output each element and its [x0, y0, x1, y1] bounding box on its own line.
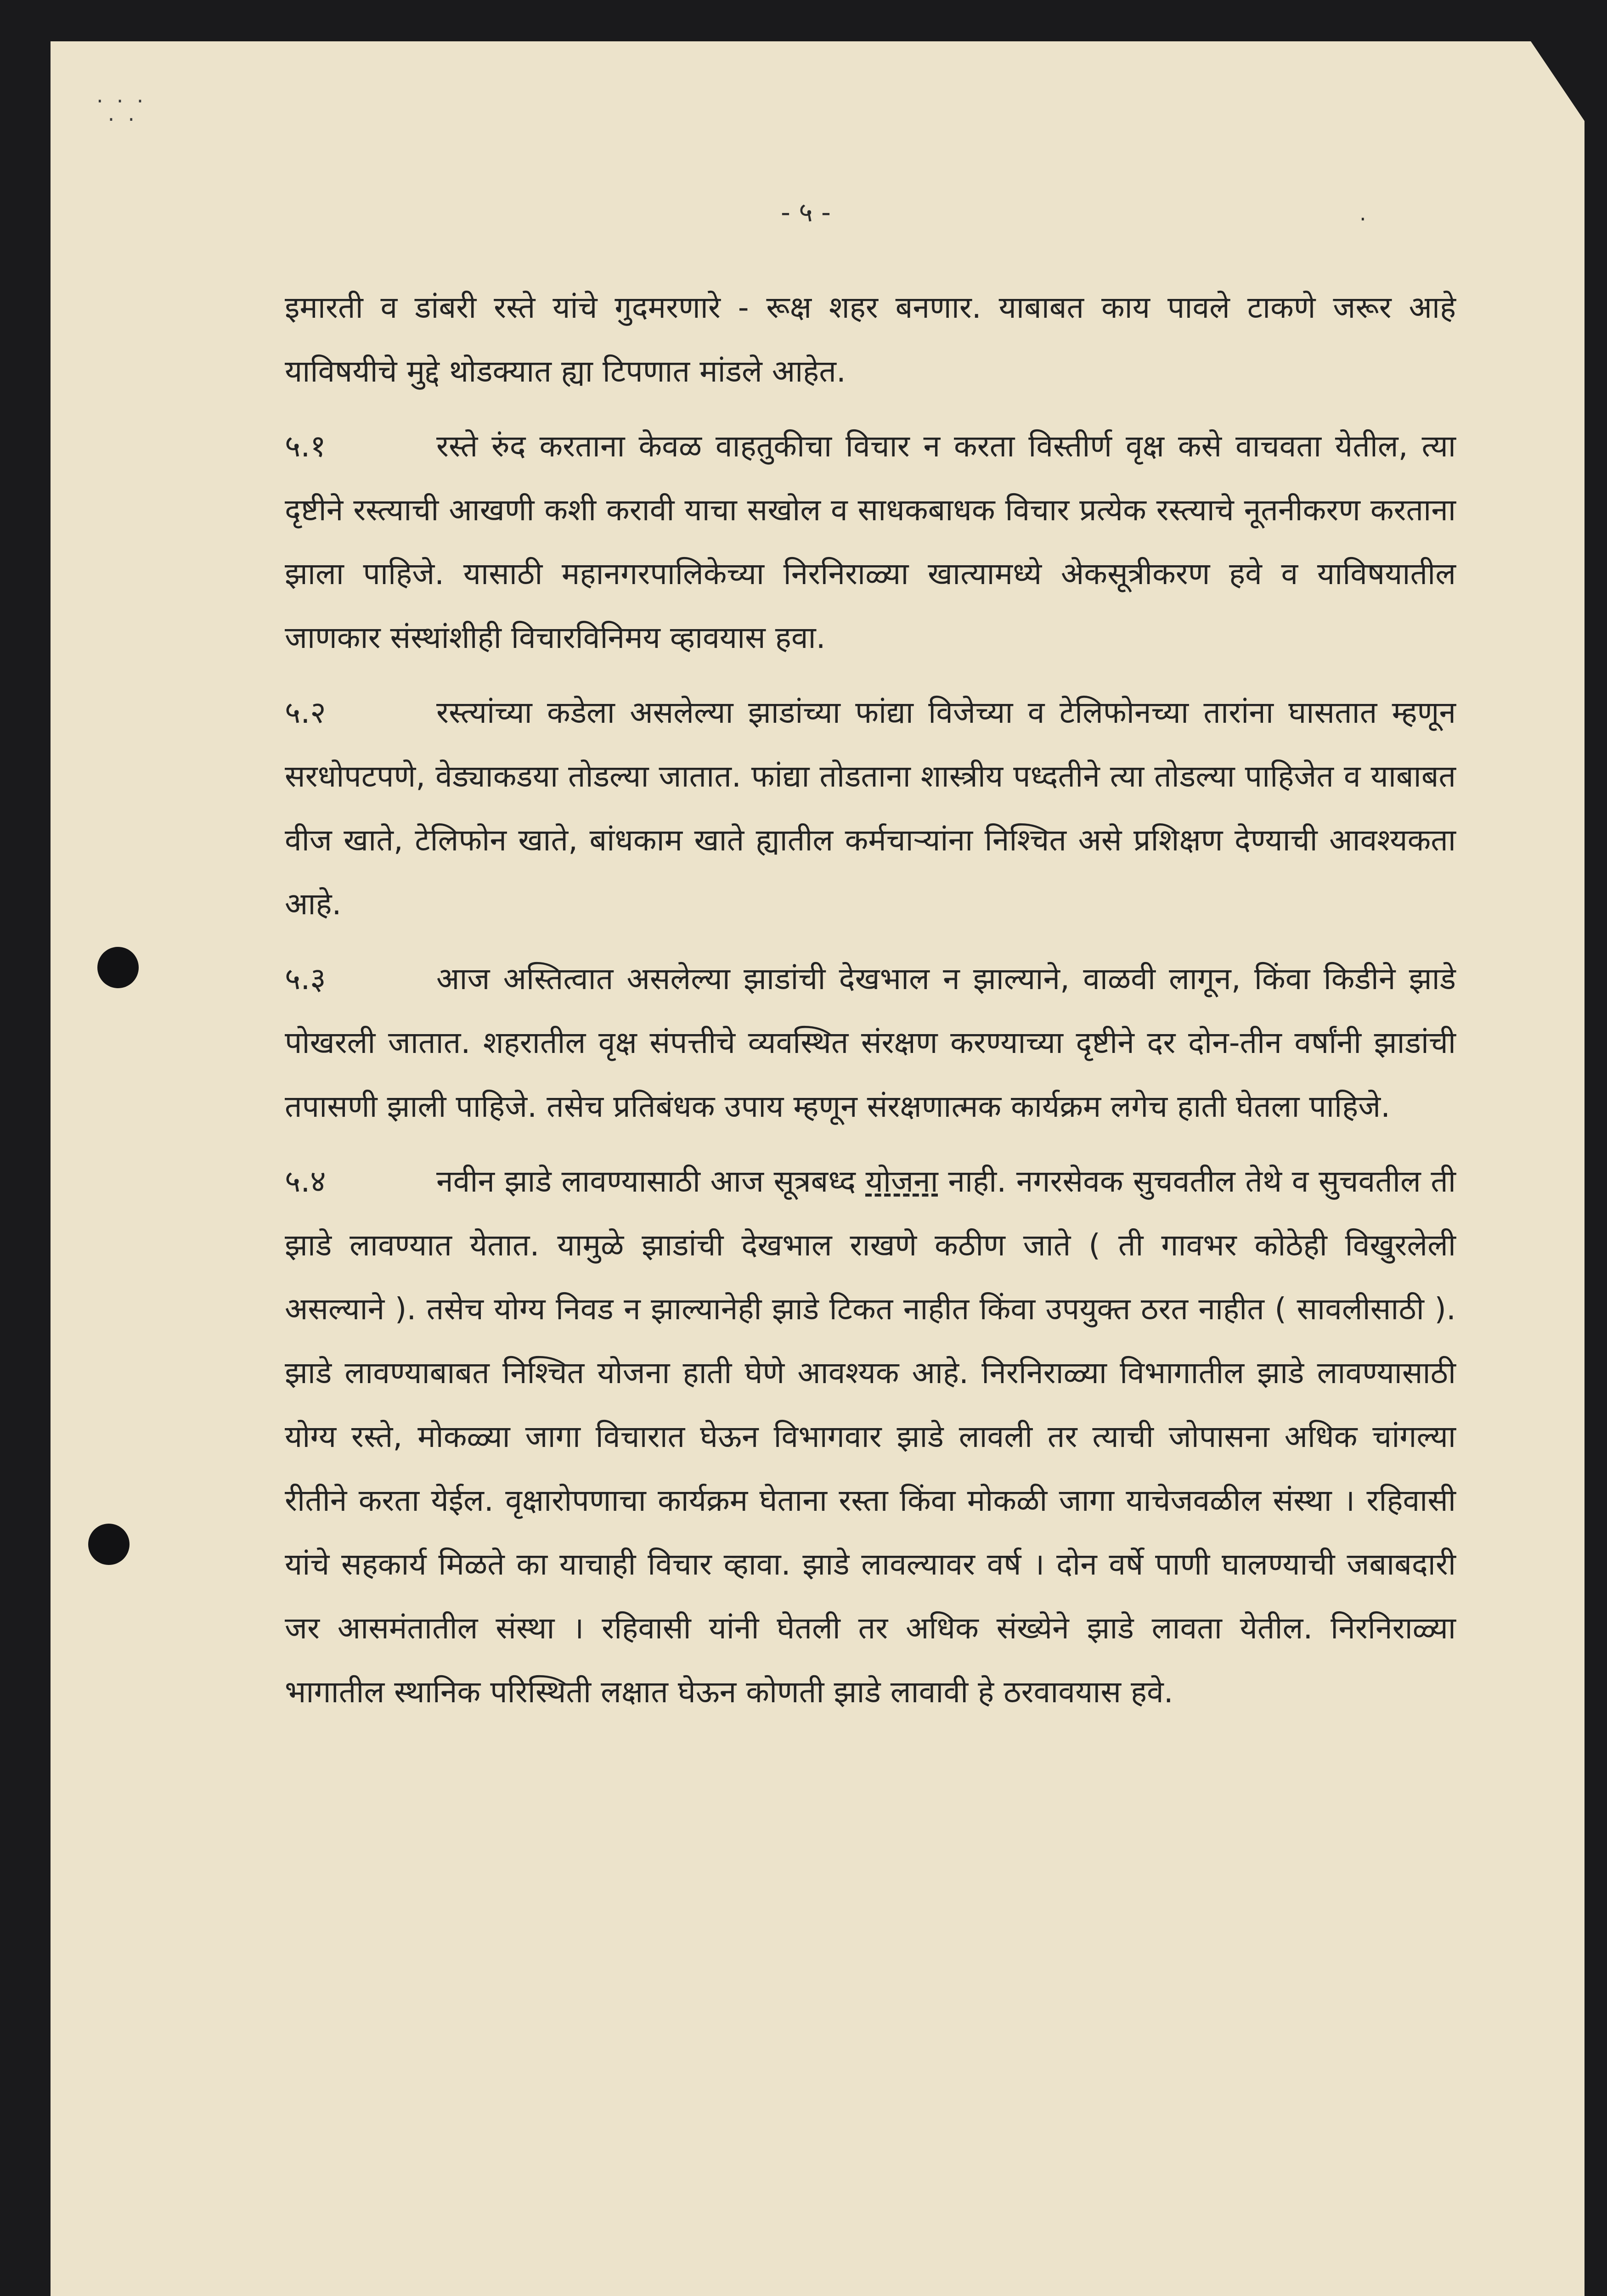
section-5-4: [285, 1149, 1456, 1724]
section-text: रस्ते रुंद करताना केवळ वाहतुकीचा विचार न करता विस्तीर्ण वृक्ष कसे वाचवता येतील, त्या दृष्टीने रस्त्याची आखणी कशी करावी याचा सखोल व साधकबाधक विचार प्रत्येक रस्त्याचे नूतनीकरण करताना झाला पाहिजे. यासाठी महानगरपालिकेच्या निरनिराळ्या खात्यामध्ये अेकसूत्रीकरण हवे व याविषयातील जाणकार संस्थांशीही विचारविनिमय व्हावयास हवा.: [285, 428, 1456, 655]
section-5-3: [285, 947, 1456, 1138]
punch-hole-top: [97, 947, 139, 988]
section-number: ५.४: [285, 1164, 326, 1199]
section-text: आज अस्तित्वात असलेल्या झाडांची देखभाल न झाल्याने, वाळवी लागून, किंवा किडीने झाडे पोखरली जातात. शहरातील वृक्ष संपत्तीचे व्यवस्थित संरक्षण करण्याच्या दृष्टीने दर दोन-तीन वर्षांनी झाडांची तपासणी झाली पाहिजे. तसेच प्रतिबंधक उपाय म्हणून संरक्षणात्मक कार्यक्रम लगेच हाती घेतला पाहिजे.: [285, 961, 1456, 1124]
punch-hole-bottom: [88, 1524, 130, 1565]
document-body: [285, 276, 1456, 1735]
section-number: ५.३: [285, 961, 326, 996]
stray-dot: ·: [1359, 207, 1366, 231]
intro-paragraph: इमारती व डांबरी रस्ते यांचे गुदमरणारे - रूक्ष शहर बनणार. याबाबत काय पावले टाकणे जरूर आहे याविषयीचे मुद्दे थोडक्यात ह्या टिपणात मांडले आहेत.: [285, 290, 1456, 389]
section-5-2: [285, 681, 1456, 936]
section-number: ५.२: [285, 695, 326, 730]
section-text: रस्त्यांच्या कडेला असलेल्या झाडांच्या फांद्या विजेच्या व टेलिफोनच्या तारांना घासतात म्हणून सरधोपटपणे, वेड्याकडया तोडल्या जातात. फांद्या तोडताना शास्त्रीय पध्दतीने त्या तोडल्या पाहिजेत व याबाबत वीज खाते, टेलिफोन खाते, बांधकाम खाते ह्यातील कर्मचाऱ्यांना निश्चित असे प्रशिक्षण देण्याची आवश्यकता आहे.: [285, 695, 1456, 922]
section-text-start: नवीन झाडे लावण्यासाठी आज सूत्रबध्द: [436, 1164, 866, 1199]
underlined-word: योजना: [865, 1164, 938, 1199]
page-number: - ५ -: [781, 197, 831, 228]
section-number: ५.१: [285, 428, 326, 464]
margin-marks: · · · · ·: [96, 89, 148, 132]
section-5-1: [285, 414, 1456, 670]
section-text-rest: नाही. नगरसेवक सुचवतील तेथे व सुचवतील ती झाडे लावण्यात येतात. यामुळे झाडांची देखभाल राखणे कठीण जाते ( ती गावभर कोठेही विखुरलेली असल्याने ). तसेच योग्य निवड न झाल्यानेही झाडे टिकत नाहीत किंवा उपयुक्त ठरत नाहीत ( सावलीसाठी ). झाडे लावण्याबाबत निश्चित योजना हाती घेणे आवश्यक आहे. निरनिराळ्या विभागातील झाडे लावण्यासाठी योग्य रस्ते, मोकळ्या जागा विचारात घेऊन विभागवार झाडे लावली तर त्याची जोपासना अधिक चांगल्या रीतीने करता येईल. वृक्षारोपणाचा कार्यक्रम घेताना रस्ता किंवा मोकळी जागा याचेजवळील संस्था । रहिवासी यांचे सहकार्य मिळते का याचाही विचार व्हावा. झाडे लावल्यावर वर्ष । दोन वर्षे पाणी घालण्याची जबाबदारी जर आसमंतातील संस्था । रहिवासी यांनी घेतली तर अधिक संख्येने झाडे लावता येतील. निरनिराळ्या भागातील स्थानिक परिस्थिती लक्षात घेऊन कोणती झाडे लावावी हे ठरवावयास हवे.: [285, 1164, 1456, 1710]
